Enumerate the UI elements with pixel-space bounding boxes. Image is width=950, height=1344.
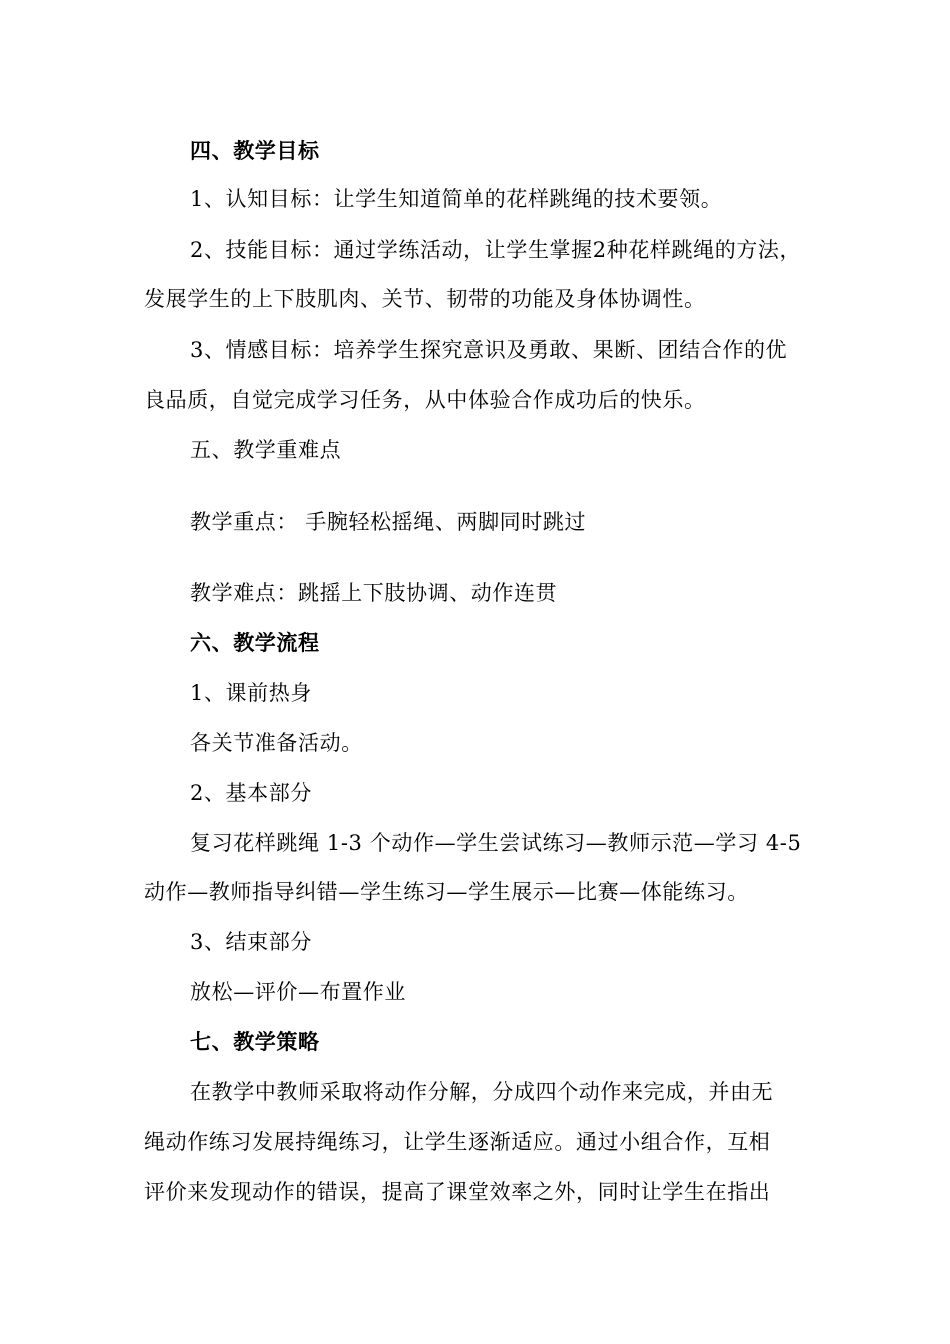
paragraph-key-point: 教学重点： 手腕轻松摇绳、两脚同时跳过	[190, 510, 587, 534]
paragraph-strategy-line3: 评价来发现动作的错误，提高了课堂效率之外，同时让学生在指出	[144, 1180, 771, 1204]
subheading-ending-part: 3、结束部分	[190, 930, 312, 954]
paragraph-skill-goal-line1: 2、技能目标：通过学练活动，让学生掌握2种花样跳绳的方法，	[190, 238, 802, 262]
paragraph-emotion-goal-line2: 良品质，自觉完成学习任务，从中体验合作成功后的快乐。	[144, 388, 706, 412]
paragraph-basic-part-line2: 动作—教师指导纠错—学生练习—学生展示—比赛—体能练习。	[144, 880, 749, 904]
section-heading-teaching-strategy: 七、教学策略	[190, 1029, 320, 1054]
subheading-warmup: 1、课前热身	[190, 681, 312, 705]
paragraph-cognitive-goal: 1、认知目标：让学生知道简单的花样跳绳的技术要领。	[190, 187, 723, 211]
paragraph-strategy-line1: 在教学中教师采取将动作分解，分成四个动作来完成，并由无	[190, 1080, 774, 1104]
section-heading-teaching-goals: 四、教学目标	[190, 138, 320, 163]
paragraph-warmup: 各关节准备活动。	[190, 731, 363, 755]
section-heading-teaching-process: 六、教学流程	[190, 630, 320, 655]
paragraph-ending-part: 放松—评价—布置作业	[190, 980, 406, 1004]
paragraph-strategy-line2: 绳动作练习发展持绳练习，让学生逐渐适应。通过小组合作，互相	[144, 1130, 771, 1154]
paragraph-emotion-goal-line1: 3、情感目标：培养学生探究意识及勇敢、果断、团结合作的优	[190, 338, 788, 362]
paragraph-difficult-point: 教学难点：跳摇上下肢协调、动作连贯	[190, 581, 558, 605]
subheading-basic-part: 2、基本部分	[190, 781, 312, 805]
paragraph-basic-part-line1: 复习花样跳绳 1-3 个动作—学生尝试练习—教师示范—学习 4-5	[190, 831, 802, 855]
paragraph-skill-goal-line2: 发展学生的上下肢肌肉、关节、韧带的功能及身体协调性。	[144, 287, 706, 311]
section-heading-key-points: 五、教学重难点	[190, 438, 342, 462]
